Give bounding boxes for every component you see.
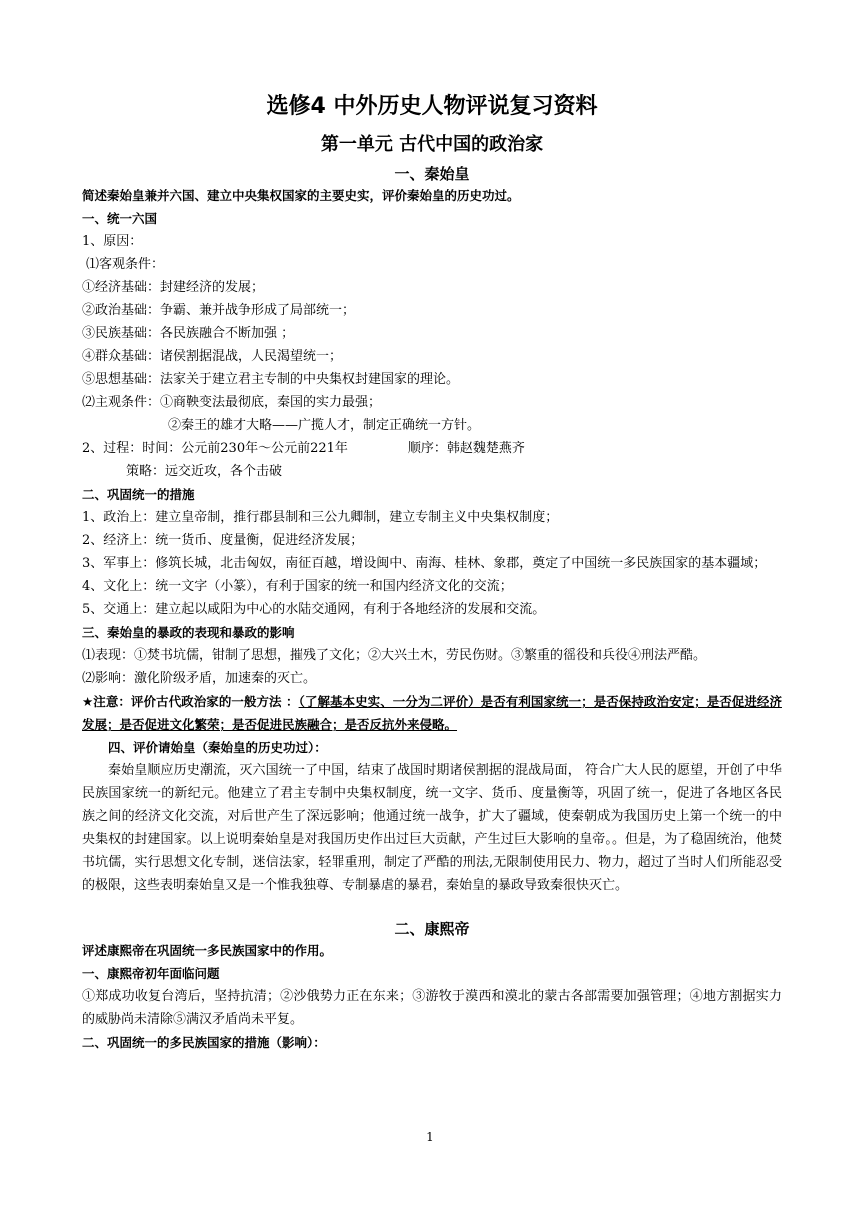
page-number: 1 [426, 1130, 434, 1144]
document-title: 选修4 中外历史人物评说复习资料 [266, 94, 598, 119]
note-underlined: （了解基本史实、一分为二评价）是否有利国家统一；是否保持政治安定；是否促进经济发展；是否促进文化繁荣；是否促进民族融合；是否反抗外来侵略。 [82, 694, 782, 732]
subjective-condition-2: ②秦王的雄才大略——广揽人才，制定正确统一方针。 [168, 418, 481, 433]
objective-label: ⑴客观条件： [86, 257, 165, 272]
process-time: 2、过程：时间：公元前230年～公元前221年 [82, 441, 348, 456]
list-item: 1、政治上：建立皇帝制，推行郡县制和三公九卿制，建立专制主义中央集权制度； [82, 510, 559, 525]
subsection-title: 一、康熙帝初年面临问题 [82, 966, 220, 981]
method-note [82, 690, 782, 736]
list-item: 2、经济上：统一货币、度量衡，促进经济发展； [82, 533, 364, 548]
subsection-title: 三、秦始皇的暴政的表现和暴政的影响 [82, 625, 295, 640]
process-line [82, 437, 782, 460]
process-order: 顺序：韩赵魏楚燕齐 [407, 441, 525, 456]
tyranny-performance: ⑴表现：①焚书坑儒，钳制了思想，摧残了文化；②大兴土木，劳民伤财。③繁重的徭役和兵役④刑法严酷。 [82, 648, 707, 663]
list-item: ①经济基础：封建经济的发展； [82, 280, 265, 295]
strategy-line: 策略：远交近攻，各个击破 [126, 464, 283, 479]
list-item: ⑤思想基础：法家关于建立君主专制的中央集权封建国家的理论。 [82, 372, 460, 387]
list-item: ③民族基础：各民族融合不断加强 ； [82, 326, 295, 341]
question-qin: 简述秦始皇兼并六国、建立中央集权国家的主要史实，评价秦始皇的历史功过。 [82, 188, 520, 203]
question-kangxi: 评述康熙帝在巩固统一多民族国家中的作用。 [82, 943, 333, 958]
list-item: ②政治基础：争霸、兼并战争形成了局部统一； [82, 303, 356, 318]
unit-title: 第一单元 古代中国的政治家 [320, 134, 544, 155]
list-item: 4、文化上：统一文字（小篆），有利于国家的统一和国内经济文化的交流； [82, 579, 513, 594]
subsection-title: 二、巩固统一的多民族国家的措施（影响）： [82, 1035, 326, 1050]
subsection-title: 二、巩固统一的措施 [82, 487, 195, 502]
subjective-condition-1: ⑵主观条件：①商鞅变法最彻底，秦国的实力最强； [82, 395, 382, 410]
list-item: 3、军事上：修筑长城，北击匈奴，南征百越，增设闽中、南海、桂林、象郡，奠定了中国统一多民族国家的基本疆域； [82, 556, 767, 571]
section-heading-kangxi: 二、康熙帝 [394, 920, 470, 938]
evaluation-title: 四、评价请始皇（秦始皇的历史功过）： [108, 740, 327, 755]
section-heading-qin: 一、秦始皇 [394, 165, 470, 183]
evaluation-paragraph: 秦始皇顺应历史潮流，灭六国统一了中国，结束了战国时期诸侯割据的混战局面， 符合广大人民的愿望，开创了中华民族国家统一的新纪元。他建立了君主专制中央集权制度，统一文字、货币、度量衡等，巩固了统一，促进了各地区各民族之间的经济文化交流，对后世产生了深远影响；他通过统一战争，扩大了疆域，使秦朝成为我国历史上第一个统一的中央集权的封建国家。以上说明秦始皇是对我国历史作出过巨大贡献，产生过巨大影响的皇帝。。但是，为了稳固统治，他焚书坑儒，实行思想文化专制，迷信法家，轻罪重刑，制定了严酷的刑法,无限制使用民力、物力，超过了当时人们所能忍受的极限，这些表明秦始皇又是一个惟我独尊、专制暴虐的暴君，秦始皇的暴政导致秦很快灭亡。 [82, 763, 782, 893]
problems-list: ①郑成功收复台湾后，坚持抗清；②沙俄势力正在东来；③游牧于漠西和漠北的蒙古各部需要加强管理；④地方割据实力的威胁尚未清除⑤满汉矛盾尚未平复。 [82, 989, 782, 1027]
list-item: ④群众基础：诸侯割据混战，人民渴望统一； [82, 349, 343, 364]
list-item: 5、交通上：建立起以咸阳为中心的水陆交通网，有利于各地经济的发展和交流。 [82, 602, 546, 617]
document-page [82, 92, 782, 1054]
note-prefix: ★注意：评价古代政治家的一般方法 ： [82, 694, 299, 709]
subsection-title: 一、统一六国 [82, 211, 158, 226]
tyranny-impact: ⑵影响：激化阶级矛盾，加速秦的灭亡。 [82, 671, 317, 686]
reasons-label: 1、原因： [82, 234, 143, 249]
